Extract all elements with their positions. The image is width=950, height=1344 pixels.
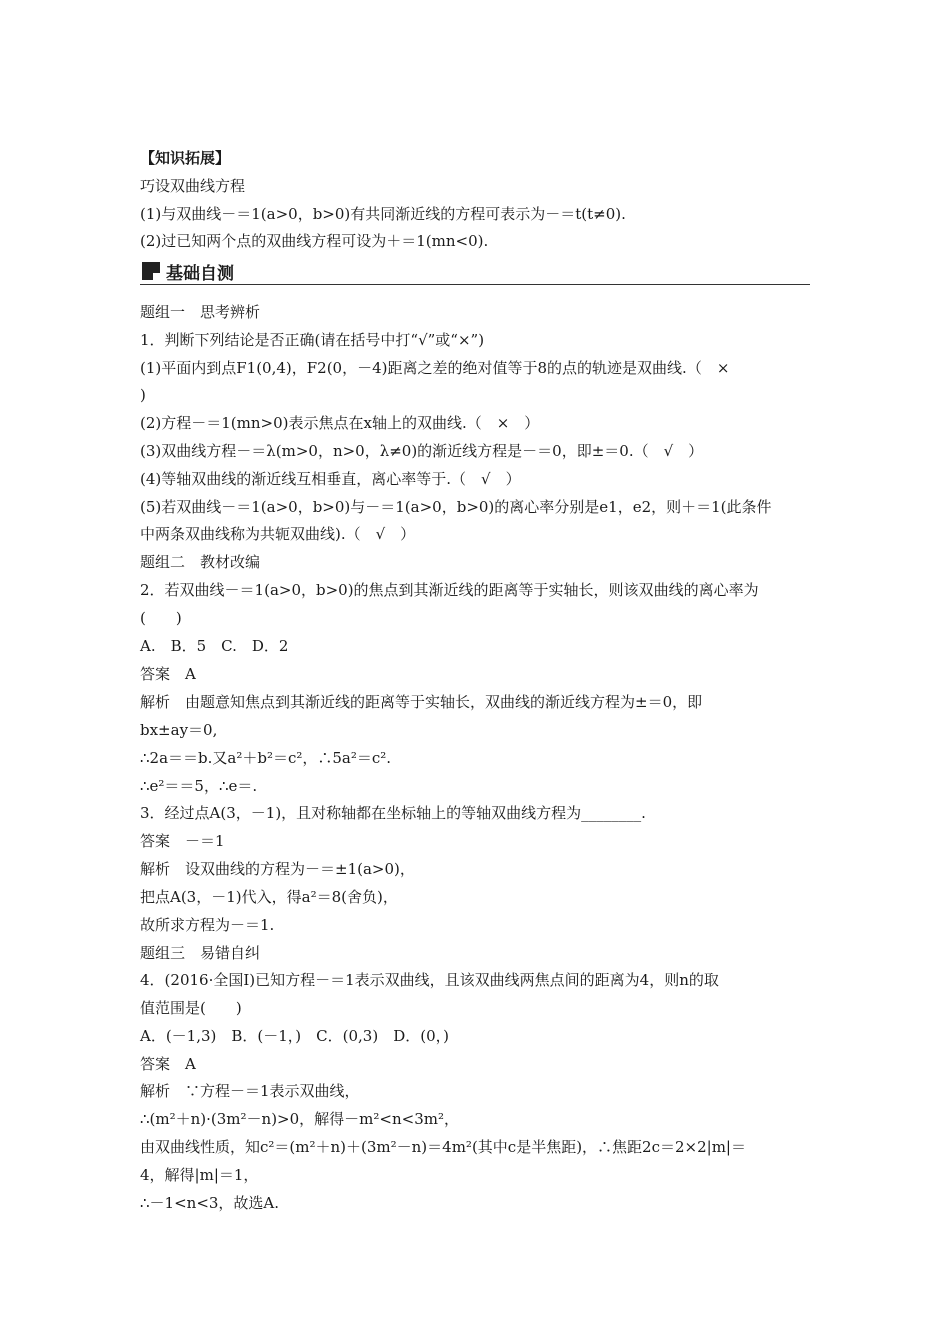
question-4: 4．(2016·全国Ⅰ)已知方程－＝1表示双曲线，且该双曲线两焦点间的距离为4，则n的取 <box>140 971 719 989</box>
group1-title: 题组一 思考辨析 <box>140 303 261 321</box>
question-4-explanation: 解析 ∵方程－＝1表示双曲线， <box>140 1082 360 1100</box>
group2-title: 题组二 教材改编 <box>140 553 261 571</box>
question-2-answer: 答案 A <box>140 665 196 683</box>
question-2-explanation: 解析 由题意知焦点到其渐近线的距离等于实轴长，双曲线的渐近线方程为±＝0，即 <box>140 693 703 711</box>
question-2-explanation-line-3: ∴2a＝＝b.又a²＋b²＝c²，∴5a²＝c². <box>140 749 392 767</box>
question-2-explanation-line-2: bx±ay＝0, <box>140 721 218 739</box>
question-1: 1．判断下列结论是否正确(请在括号中打“√”或“×”) <box>140 331 485 349</box>
question-4-explanation-line-4: 4，解得|m|＝1， <box>140 1166 259 1184</box>
question-3-explanation-line-2: 把点A(3，－1)代入，得a²＝8(舍负)， <box>140 888 398 906</box>
knowledge-header: 【知识拓展】 <box>140 149 231 167</box>
knowledge-subtitle: 巧设双曲线方程 <box>140 177 246 195</box>
question-4-explanation-line-2: ∴(m²＋n)·(3m²－n)>0，解得－m²<n<3m²， <box>140 1110 459 1128</box>
question-3-explanation-line-3: 故所求方程为－＝1. <box>140 916 275 934</box>
question-3-explanation: 解析 设双曲线的方程为－＝±1(a>0)， <box>140 860 415 878</box>
statement-5-cont: 中两条双曲线称为共轭双曲线).（ √ ） <box>140 525 416 543</box>
question-2: 2．若双曲线－＝1(a>0，b>0)的焦点到其渐近线的距离等于实轴长，则该双曲线的离心率为 <box>140 581 759 599</box>
question-3-answer: 答案 －＝1 <box>140 832 225 850</box>
statement-2: (2)方程－＝1(mn>0)表示焦点在x轴上的双曲线.（ × ） <box>140 414 540 432</box>
question-2-options: A. B．5 C. D．2 <box>140 637 289 655</box>
section-title: 基础自测 <box>166 264 234 284</box>
statement-4: (4)等轴双曲线的渐近线互相垂直，离心率等于.（ √ ） <box>140 470 521 488</box>
knowledge-item-1: (1)与双曲线－＝1(a>0，b>0)有共同渐近线的方程可表示为－＝t(t≠0). <box>140 205 626 223</box>
statement-3: (3)双曲线方程－＝λ(m>0，n>0，λ≠0)的渐近线方程是－＝0，即±＝0.（ √ ） <box>140 442 704 460</box>
question-4-explanation-line-3: 由双曲线性质，知c²＝(m²＋n)＋(3m²－n)＝4m²(其中c是半焦距)，∴焦距2c＝2×2|m|＝ <box>140 1138 746 1156</box>
question-4-options: A．(－1,3) B．(－1，) C．(0,3) D．(0，) <box>140 1027 449 1045</box>
statement-1: (1)平面内到点F1(0,4)，F2(0，－4)距离之差的绝对值等于8的点的轨迹是双曲线.（ × <box>140 359 730 377</box>
knowledge-item-2: (2)过已知两个点的双曲线方程可设为＋＝1(mn<0). <box>140 232 489 250</box>
statement-1-cont: ) <box>140 386 146 404</box>
question-4-answer: 答案 A <box>140 1055 196 1073</box>
question-2-cont: ( ) <box>140 609 182 627</box>
question-2-explanation-line-4: ∴e²＝＝5，∴e＝. <box>140 777 258 795</box>
section-divider <box>140 284 810 285</box>
section-heading <box>140 257 810 285</box>
question-3: 3．经过点A(3，－1)，且对称轴都在坐标轴上的等轴双曲线方程为________. <box>140 804 646 822</box>
statement-5: (5)若双曲线－＝1(a>0，b>0)与－＝1(a>0，b>0)的离心率分别是e1，e2，则＋＝1(此条件 <box>140 498 772 516</box>
section-marker-icon <box>142 262 160 280</box>
group3-title: 题组三 易错自纠 <box>140 944 261 962</box>
question-4-explanation-line-5: ∴－1<n<3，故选A. <box>140 1194 280 1212</box>
question-4-cont: 值范围是( ) <box>140 999 242 1017</box>
